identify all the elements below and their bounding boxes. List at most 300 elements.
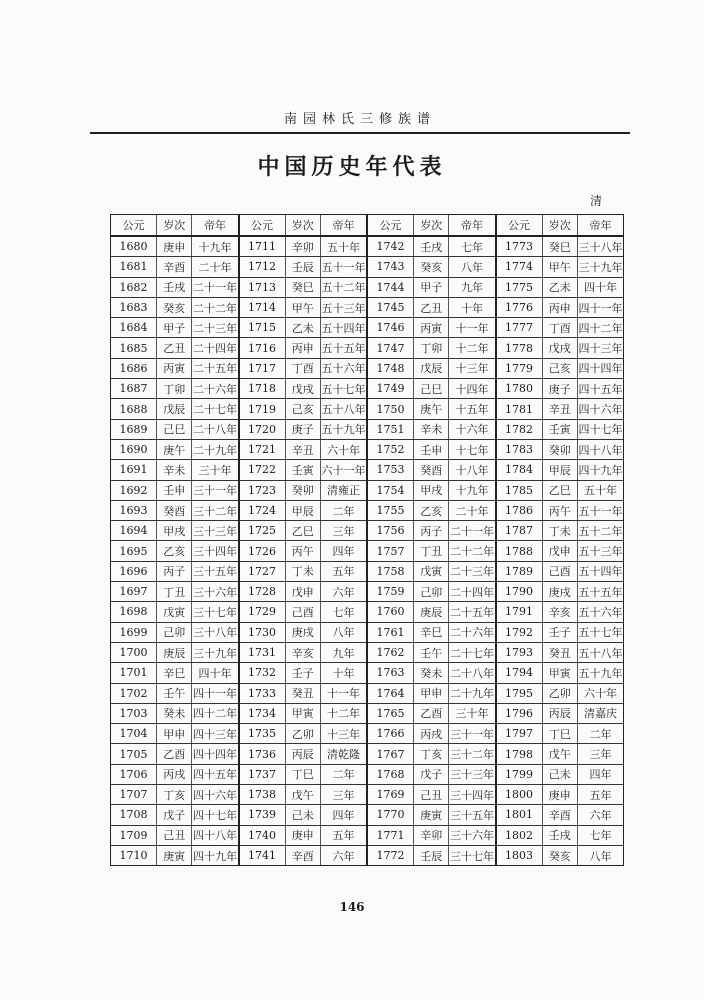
year-cell: 1731 [240, 642, 286, 662]
ganzhi-cell: 戊寅 [414, 561, 449, 581]
ganzhi-cell: 癸卯 [542, 439, 577, 459]
ganzhi-cell: 己卯 [414, 582, 449, 602]
table-row [240, 764, 367, 784]
year-cell: 1733 [240, 683, 286, 703]
table-row [368, 764, 495, 784]
table-row [240, 845, 367, 865]
reign-cell: 五十年 [577, 480, 623, 500]
year-cell: 1754 [368, 480, 414, 500]
year-cell: 1795 [497, 683, 543, 703]
ganzhi-cell: 辛丑 [285, 439, 320, 459]
table-row [240, 318, 367, 338]
year-cell: 1772 [368, 845, 414, 865]
table-row [497, 602, 624, 622]
table-row [497, 582, 624, 602]
reign-cell: 四十九年 [192, 849, 237, 863]
ganzhi-cell: 辛卯 [414, 825, 449, 845]
ganzhi-cell: 壬戌 [414, 236, 449, 257]
year-cell: 1737 [240, 764, 286, 784]
ganzhi-cell: 丁亥 [414, 744, 449, 764]
table-row [497, 439, 624, 459]
table-block [368, 215, 497, 865]
ganzhi-cell: 癸巳 [285, 277, 320, 297]
reign-cell: 三十二年 [192, 500, 238, 520]
reign-cell: 二十六年 [449, 622, 495, 642]
ganzhi-cell: 己丑 [157, 825, 192, 845]
reign-cell: 三十六年 [192, 582, 238, 602]
ganzhi-cell: 庚寅 [414, 805, 449, 825]
ganzhi-cell: 庚子 [542, 379, 577, 399]
ganzhi-cell: 甲子 [157, 318, 192, 338]
reign-cell: 六十一年 [320, 460, 366, 480]
table-row [368, 399, 495, 419]
ganzhi-cell: 乙巳 [542, 480, 577, 500]
table-row [240, 582, 367, 602]
ganzhi-cell: 己卯 [157, 622, 192, 642]
ganzhi-cell: 丁丑 [414, 541, 449, 561]
reign-cell: 二十四年 [449, 582, 495, 602]
ganzhi-cell: 丁酉 [285, 358, 320, 378]
reign-cell: 四十八年 [577, 439, 623, 459]
table-header-row [111, 215, 238, 236]
table-row [368, 460, 495, 480]
table-row [497, 561, 624, 581]
year-cell: 1684 [111, 318, 157, 338]
column-header-year: 公元 [497, 215, 543, 236]
year-cell: 1774 [497, 257, 543, 277]
year-cell: 1762 [368, 642, 414, 662]
table-row [368, 845, 495, 865]
reign-cell: 五十年 [320, 236, 366, 257]
reign-cell: 三十年 [192, 460, 238, 480]
year-cell: 1757 [368, 541, 414, 561]
table-row [497, 358, 624, 378]
ganzhi-cell: 辛巳 [414, 622, 449, 642]
reign-cell: 三十一年 [192, 480, 238, 500]
ganzhi-cell: 甲申 [157, 724, 192, 744]
reign-cell: 四年 [320, 541, 366, 561]
table-row [240, 785, 367, 805]
table-row [111, 318, 238, 338]
year-cell: 1728 [240, 582, 286, 602]
ganzhi-cell: 甲午 [542, 257, 577, 277]
table-row [111, 663, 238, 683]
year-cell: 1790 [497, 582, 543, 602]
ganzhi-cell: 丙辰 [542, 703, 577, 723]
table-row [111, 521, 238, 541]
year-cell: 1736 [240, 744, 286, 764]
reign-cell: 三十七年 [192, 602, 238, 622]
reign-cell: 四年 [577, 764, 623, 784]
ganzhi-cell: 戊辰 [157, 399, 192, 419]
reign-cell: 五十五年 [577, 582, 623, 602]
year-cell: 1692 [111, 480, 157, 500]
ganzhi-cell: 甲寅 [285, 703, 320, 723]
ganzhi-cell: 己酉 [542, 561, 577, 581]
ganzhi-cell: 甲辰 [285, 500, 320, 520]
table-row [240, 744, 367, 764]
year-cell: 1730 [240, 622, 286, 642]
ganzhi-cell: 癸丑 [542, 642, 577, 662]
year-cell: 1760 [368, 602, 414, 622]
year-cell: 1756 [368, 521, 414, 541]
reign-cell: 四十二年 [577, 318, 623, 338]
year-cell: 1698 [111, 602, 157, 622]
year-cell: 1710 [111, 845, 157, 865]
ganzhi-cell: 丙子 [157, 561, 192, 581]
reign-cell: 四十八年 [192, 825, 238, 845]
table-row [240, 358, 367, 378]
year-cell: 1700 [111, 642, 157, 662]
reign-cell: 二十八年 [192, 419, 238, 439]
year-cell: 1680 [111, 236, 157, 257]
reign-cell: 二十六年 [192, 379, 238, 399]
table-row [240, 825, 367, 845]
reign-cell: 十五年 [449, 399, 495, 419]
reign-cell: 三十四年 [192, 541, 238, 561]
table-row [497, 642, 624, 662]
year-cell: 1747 [368, 338, 414, 358]
table-row [368, 379, 495, 399]
year-cell: 1745 [368, 297, 414, 317]
table-row [497, 764, 624, 784]
year-cell: 1719 [240, 399, 286, 419]
year-cell: 1780 [497, 379, 543, 399]
ganzhi-cell: 甲戌 [414, 480, 449, 500]
table-row [111, 622, 238, 642]
column-header-ganzhi: 岁次 [542, 215, 577, 236]
ganzhi-cell: 庚午 [157, 439, 192, 459]
table-row [240, 724, 367, 744]
year-cell: 1708 [111, 805, 157, 825]
year-cell: 1758 [368, 561, 414, 581]
ganzhi-cell: 庚申 [542, 785, 577, 805]
ganzhi-cell: 乙酉 [414, 703, 449, 723]
ganzhi-cell: 丁未 [542, 521, 577, 541]
ganzhi-cell: 甲寅 [542, 663, 577, 683]
year-cell: 1716 [240, 338, 286, 358]
table-row [240, 257, 367, 277]
year-cell: 1711 [240, 236, 286, 257]
reign-cell: 二十一年 [449, 521, 495, 541]
page-number: 146 [339, 900, 365, 914]
reign-cell: 三十一年 [449, 724, 495, 744]
ganzhi-cell: 辛亥 [542, 602, 577, 622]
ganzhi-cell: 丙寅 [157, 358, 192, 378]
ganzhi-cell: 己亥 [542, 358, 577, 378]
table-row [497, 825, 624, 845]
year-cell: 1720 [240, 419, 286, 439]
year-table [110, 214, 624, 866]
year-table-section [240, 215, 367, 865]
year-cell: 1695 [111, 541, 157, 561]
reign-cell: 四十五年 [192, 764, 238, 784]
table-row [497, 379, 624, 399]
table-row [368, 297, 495, 317]
reign-cell: 三十七年 [449, 849, 494, 863]
ganzhi-cell: 戊午 [542, 744, 577, 764]
reign-cell: 四十年 [192, 663, 238, 683]
ganzhi-cell: 甲辰 [542, 460, 577, 480]
table-header-row [240, 215, 367, 236]
ganzhi-cell: 丁巳 [542, 724, 577, 744]
ganzhi-cell: 庚申 [285, 825, 320, 845]
ganzhi-cell: 庚寅 [157, 845, 192, 865]
reign-cell: 三十九年 [192, 642, 238, 662]
table-row [240, 703, 367, 723]
table-row [368, 277, 495, 297]
reign-cell: 五十八年 [320, 399, 366, 419]
table-row [368, 642, 495, 662]
year-cell: 1801 [497, 805, 543, 825]
table-row [240, 338, 367, 358]
table-row [497, 460, 624, 480]
year-cell: 1740 [240, 825, 286, 845]
ganzhi-cell: 戊子 [414, 764, 449, 784]
reign-cell: 五十三年 [320, 297, 366, 317]
table-row [111, 460, 238, 480]
ganzhi-cell: 戊申 [285, 582, 320, 602]
year-cell: 1778 [497, 338, 543, 358]
table-row [368, 825, 495, 845]
reign-cell: 七年 [449, 236, 495, 257]
table-row [497, 257, 624, 277]
column-header-reign: 帝年 [577, 215, 623, 236]
reign-cell: 二十二年 [192, 297, 238, 317]
reign-cell: 三年 [577, 744, 623, 764]
ganzhi-cell: 辛酉 [157, 257, 192, 277]
year-cell: 1776 [497, 297, 543, 317]
table-row [240, 805, 367, 825]
table-row [111, 561, 238, 581]
reign-cell: 四十一年 [577, 297, 623, 317]
reign-cell: 四十三年 [192, 724, 238, 744]
ganzhi-cell: 乙酉 [157, 744, 192, 764]
reign-cell: 二年 [577, 724, 623, 744]
table-row [111, 358, 238, 378]
table-row [368, 683, 495, 703]
table-row [111, 338, 238, 358]
year-cell: 1751 [368, 419, 414, 439]
table-row [368, 663, 495, 683]
reign-cell: 五十六年 [320, 358, 366, 378]
reign-cell: 十六年 [449, 419, 495, 439]
reign-cell: 五十六年 [577, 602, 623, 622]
ganzhi-cell: 庚戌 [542, 582, 577, 602]
ganzhi-cell: 壬子 [542, 622, 577, 642]
ganzhi-cell: 甲戌 [157, 521, 192, 541]
dynasty-label: 清 [590, 194, 603, 208]
reign-cell: 十二年 [320, 703, 366, 723]
ganzhi-cell: 丙戌 [414, 724, 449, 744]
year-cell: 1802 [497, 825, 543, 845]
ganzhi-cell: 乙丑 [414, 297, 449, 317]
year-cell: 1786 [497, 500, 543, 520]
ganzhi-cell: 壬寅 [285, 460, 320, 480]
reign-cell: 三十年 [449, 703, 495, 723]
table-row [111, 602, 238, 622]
ganzhi-cell: 己亥 [285, 399, 320, 419]
year-cell: 1803 [497, 845, 543, 865]
reign-cell: 三十九年 [577, 257, 623, 277]
ganzhi-cell: 壬申 [157, 480, 192, 500]
reign-cell: 十八年 [449, 460, 495, 480]
page-title: 中国历史年代表 [257, 155, 447, 180]
column-header-ganzhi: 岁次 [285, 215, 320, 236]
reign-cell: 十三年 [449, 358, 495, 378]
reign-cell: 八年 [320, 622, 366, 642]
column-header-ganzhi: 岁次 [414, 215, 449, 236]
table-row [240, 379, 367, 399]
year-cell: 1686 [111, 358, 157, 378]
year-cell: 1701 [111, 663, 157, 683]
table-row [368, 582, 495, 602]
table-row [497, 541, 624, 561]
year-cell: 1691 [111, 460, 157, 480]
year-cell: 1773 [497, 236, 543, 257]
ganzhi-cell: 己未 [285, 805, 320, 825]
ganzhi-cell: 辛卯 [285, 236, 320, 257]
table-row [497, 744, 624, 764]
year-table-section [497, 215, 624, 865]
table-row [111, 541, 238, 561]
table-row [497, 703, 624, 723]
table-row [368, 602, 495, 622]
table-row [368, 338, 495, 358]
table-block [497, 215, 624, 865]
reign-cell: 二年 [320, 500, 366, 520]
year-cell: 1775 [497, 277, 543, 297]
year-cell: 1718 [240, 379, 286, 399]
year-cell: 1770 [368, 805, 414, 825]
year-cell: 1682 [111, 277, 157, 297]
year-cell: 1717 [240, 358, 286, 378]
table-row [240, 480, 367, 500]
year-cell: 1767 [368, 744, 414, 764]
ganzhi-cell: 癸亥 [414, 257, 449, 277]
table-row [240, 419, 367, 439]
ganzhi-cell: 壬戌 [157, 277, 192, 297]
reign-cell: 三年 [320, 521, 366, 541]
table-row [240, 521, 367, 541]
year-cell: 1799 [497, 764, 543, 784]
ganzhi-cell: 戊寅 [157, 602, 192, 622]
ganzhi-cell: 乙丑 [157, 338, 192, 358]
year-table-section [368, 215, 495, 865]
year-cell: 1743 [368, 257, 414, 277]
ganzhi-cell: 丙寅 [414, 318, 449, 338]
table-row [240, 683, 367, 703]
year-cell: 1712 [240, 257, 286, 277]
table-row [368, 500, 495, 520]
ganzhi-cell: 乙卯 [542, 683, 577, 703]
year-cell: 1729 [240, 602, 286, 622]
table-row [111, 419, 238, 439]
table-row [497, 785, 624, 805]
table-row [497, 277, 624, 297]
ganzhi-cell: 丙申 [285, 338, 320, 358]
reign-cell: 十九年 [449, 480, 495, 500]
ganzhi-cell: 癸未 [157, 703, 192, 723]
table-row [111, 724, 238, 744]
ganzhi-cell: 癸卯 [285, 480, 320, 500]
table-row [368, 521, 495, 541]
year-cell: 1741 [240, 845, 286, 865]
reign-cell: 二十四年 [192, 338, 238, 358]
reign-cell: 十一年 [449, 318, 495, 338]
table-row [497, 724, 624, 744]
table-row [111, 703, 238, 723]
ganzhi-cell: 癸亥 [542, 845, 577, 865]
table-row [111, 764, 238, 784]
year-cell: 1688 [111, 399, 157, 419]
reign-cell: 五十二年 [577, 521, 623, 541]
column-header-reign: 帝年 [192, 215, 238, 236]
ganzhi-cell: 庚午 [414, 399, 449, 419]
table-row [240, 460, 367, 480]
year-cell: 1782 [497, 419, 543, 439]
ganzhi-cell: 壬申 [414, 439, 449, 459]
reign-cell: 七年 [577, 825, 623, 845]
reign-cell: 七年 [320, 602, 366, 622]
year-cell: 1798 [497, 744, 543, 764]
table-row [111, 480, 238, 500]
ganzhi-cell: 乙未 [542, 277, 577, 297]
year-cell: 1753 [368, 460, 414, 480]
reign-cell: 三十八年 [192, 622, 238, 642]
table-row [111, 683, 238, 703]
reign-cell: 十年 [449, 297, 495, 317]
table-header-row [497, 215, 624, 236]
ganzhi-cell: 壬午 [157, 683, 192, 703]
year-cell: 1796 [497, 703, 543, 723]
reign-cell: 三十二年 [449, 744, 495, 764]
ganzhi-cell: 丙午 [285, 541, 320, 561]
reign-cell: 四十五年 [577, 379, 623, 399]
table-row [111, 785, 238, 805]
reign-cell: 二十五年 [449, 602, 495, 622]
ganzhi-cell: 癸酉 [414, 460, 449, 480]
table-row [497, 500, 624, 520]
ganzhi-cell: 壬戌 [542, 825, 577, 845]
reign-cell: 三十三年 [449, 764, 495, 784]
table-row [497, 297, 624, 317]
year-cell: 1739 [240, 805, 286, 825]
reign-cell: 十四年 [449, 379, 495, 399]
reign-cell: 二十九年 [449, 683, 495, 703]
year-cell: 1744 [368, 277, 414, 297]
table-row [111, 379, 238, 399]
reign-cell: 二十年 [449, 500, 495, 520]
year-cell: 1752 [368, 439, 414, 459]
year-cell: 1715 [240, 318, 286, 338]
table-row [111, 297, 238, 317]
table-row [240, 642, 367, 662]
year-cell: 1689 [111, 419, 157, 439]
ganzhi-cell: 壬寅 [542, 419, 577, 439]
table-row [368, 785, 495, 805]
table-row [497, 236, 624, 257]
ganzhi-cell: 戊子 [157, 805, 192, 825]
ganzhi-cell: 辛巳 [157, 663, 192, 683]
ganzhi-cell: 甲子 [414, 277, 449, 297]
table-row [240, 541, 367, 561]
reign-cell: 五年 [577, 785, 623, 805]
reign-cell: 四十四年 [192, 744, 238, 764]
year-cell: 1683 [111, 297, 157, 317]
table-row [111, 642, 238, 662]
ganzhi-cell: 辛未 [414, 419, 449, 439]
